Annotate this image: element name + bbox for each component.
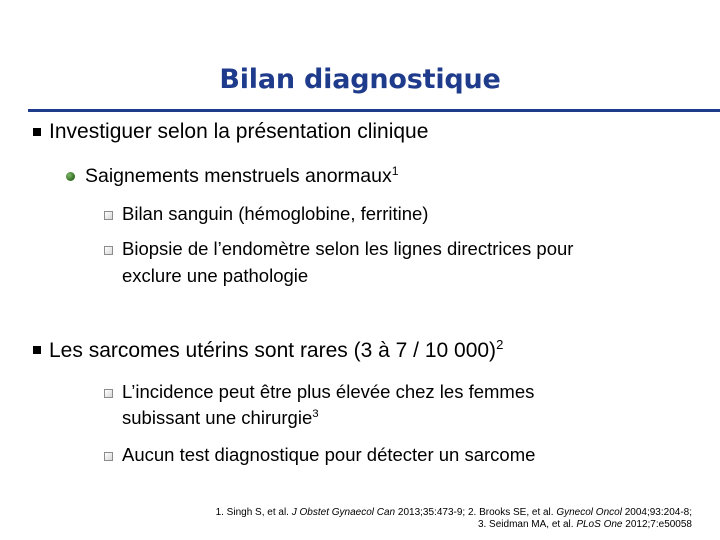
ref2-rest: 2004;93:204-8; (621, 507, 692, 518)
checkbox-bullet-icon (104, 211, 113, 220)
checkbox-bullet-icon (104, 246, 113, 255)
reference-line-1 (216, 507, 692, 519)
bullet-2-main: Les sarcomes utérins sont rares (3 à 7 / 10 000) (49, 339, 497, 362)
bullet-2-text (49, 338, 503, 364)
ref2-journal: Gynecol Oncol (556, 507, 622, 518)
title-underline (28, 109, 720, 112)
item-biopsie-line1: Biopsie de l’endomètre selon les lignes directrices pour (122, 238, 574, 259)
references (216, 507, 692, 531)
bullet-1-text: Investiguer selon la présentation clinique (49, 120, 429, 143)
item-aucun-test: Aucun test diagnostique pour détecter un sarcome (122, 444, 536, 465)
square-bullet-icon (33, 128, 41, 136)
item-bilan-sanguin: Bilan sanguin (hémoglobine, ferritine) (122, 203, 429, 224)
item-incidence-line1: L’incidence peut être plus élevée chez les femmes (122, 381, 535, 402)
sub-bullet-1-text: Saignements menstruels anormaux (85, 165, 392, 187)
footnote-1: 1 (391, 163, 399, 178)
ref3-authors: 3. Seidman MA, et al. (477, 519, 577, 530)
square-bullet-icon (33, 346, 41, 354)
footnote-2: 2 (496, 337, 504, 353)
slide-title: Bilan diagnostique (219, 64, 501, 95)
sub-bullet-1 (85, 164, 398, 188)
item-biopsie-line2: exclure une pathologie (122, 265, 309, 286)
ref3-journal: PLoS One (576, 519, 623, 530)
ref1-journal: J Obstet Gynaecol Can (291, 507, 396, 518)
footnote-3: 3 (312, 408, 319, 421)
item-incidence-line2 (122, 406, 682, 430)
item-incidence-text: subissant une chirurgie (122, 407, 313, 428)
checkbox-bullet-icon (104, 452, 113, 461)
ref3-rest: 2012;7:e50058 (622, 519, 692, 530)
round-bullet-icon (66, 172, 75, 181)
ref1-authors: 1. Singh S, et al. (215, 507, 292, 518)
ref1-rest: 2013;35:473-9; 2. Brooks SE, et al. (395, 507, 557, 518)
checkbox-bullet-icon (104, 389, 113, 398)
reference-line-2 (216, 519, 692, 531)
